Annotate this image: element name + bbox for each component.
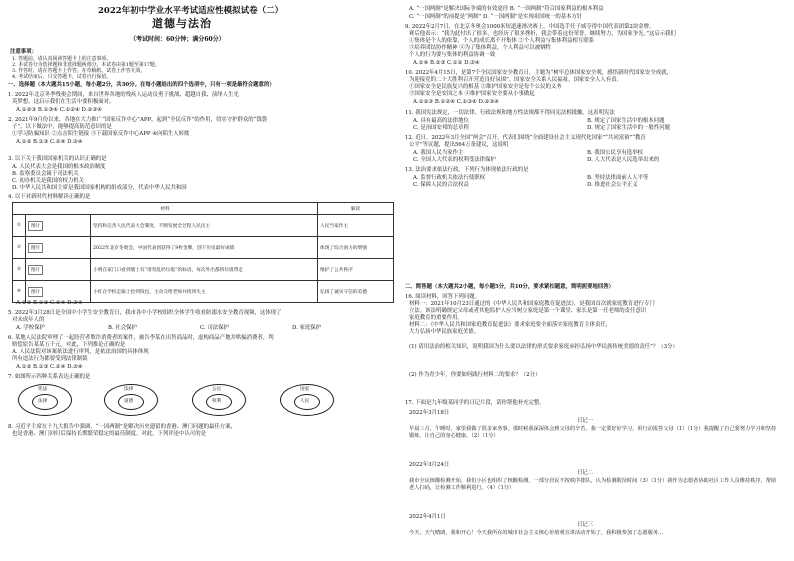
left-page: 2022年初中学业水平考试适应性模拟试卷（二） 道德与法治 （考试时间：60分钟；满分60分） 注意事项： 1. 答题前，请认真阅读答题卡上的注意事项。 2. 本试卷分为选择题和非选择题两部分，本试卷由第1题至第17题。 3. 作答时，请在答题卡上作答。在草稿纸、试卷上作答无效。 4. 考试结束后，只交答题卡，试卷自行保留。 一、选择题（本大题共15小题，每小题2分，共30分。在每小题给出的四个选项中，只有一项是最符合题意的） 1. 2022年北京冬季残奥会期间，来自世界各地的残疾人运动员勇于挑战、超越自我、演绎人生光 英梦想。这启示我们在生活中要积极面对。 A.①②③ B.①③④ C.①②④ D.②③④ 2. 2021年9月份以来，各地在大力推广“国家反诈中心”APP，起到“全民反诈”的作用，切实守护群众的“钱袋 子”。以下做法中，能够提高防范意识的是 ①学习防骗知识 ②点击陌生链接 ③下载国家反诈中心APP ④向陌生人转账 A.①② B.①③ C.②④ D.③④ 3. 以下关于我国国家机关的认识正确的是 A. 人民代表大会是我国的根本政治制度 B. 监察委员会属于司法机关 C. 初办机关是我国的权力机关 D. 中华人民共和国主席是我国国家机构的组成部分，代表中华人民共和国 4. 以下对新时代材料解读正确的是 材料 解读 ① 图片 坚持和完善人民代表大会制度，不断发展全过程人民民主 人民当家作主 ② 图片 2022年北京冬奥会，中国代表团获得了9枚金牌，创下历史最好成绩 体现了综合国力的增强 ③ 图片 小明在家门口看到墙上有“请勿乱扔垃圾”的标语，每次外出都将垃圾带走 维护了公共秩序 ④ 图片 小红在学校走廊上捡到钱包，主动交给老师并找到失主 弘扬了诚实守信的美德 A.①② B.①③ C.②④ D.③④ 5. 2022年3月28日是全国中小学生安全教育日，我市各中小学校组织全体学生收看防溺水安全教育视频，这体现了 对未成年人的 A. 学校保护 B. 社会保护 C. 司法保护 D. 家庭保护 6. 某地人民法院审理了一起经营者欺诈消费者的案件，被告李某在出售商品时，虚构商品产地并哄骗消费者，判 赔偿原告某某五千元。对此，下列推论正确的是 A. 人民法院对该案依法进行审判，是依法治国的具体体现 所有违法行为都要受到法律制裁 A.①② B.①③ C.②④ D.③④ 7. 如图所示四种关系表达正确的是 宪法 法律 法律 道德 公民 权利 国家 人民 8. 习近平主席在十九大报告中强调，“一国两制”是解决历史遗留的香港、澳门问题的最佳方案， 也是香港、澳门回归后保持长期繁荣稳定的最佳制度。对此，下列评论中认可的是 [0,0,397,561]
q9-line: 9. 2022年2月7日，在北京冬奥会1000米短道速滑决赛上，中国选手任子威夺得中国代表团第2块金牌。 [405,24,655,30]
q10-line: ③国家安全是安国之本 ④维护国家安全要从小事做起 [409,91,535,97]
q9-options: A.①④ B.②③ C.①② D.③④ [413,60,480,66]
q6-line: 所有违法行为都要受到法律制裁 [12,356,88,362]
q5-option-a: A. 学校保护 [16,325,45,331]
q16-line: 大力弘扬中华民族家庭美德。 [409,329,480,335]
q11-option-c: C. 是治国安邦的总章程 [413,125,469,131]
diary-title: 日记二 [577,470,594,476]
q8-options-row-2: C. “一国两制”的前提是“两制” D. “一国两制”是实现祖国统一的基本方针 [409,14,583,20]
table-header-reading: 解读 [318,203,394,215]
table-cell-reading: 维护了公共秩序 [318,259,394,281]
q3-line: 3. 以下关于我国国家机关的认识正确的是 [8,156,107,162]
table-row: ① 图片 坚持和完善人民代表大会制度，不断发展全过程人民民主 人民当家作主 [13,215,394,237]
q10-options: A.①②③ B.①②④ C.①③④ D.②③④ [413,99,499,105]
q13-option-d: D. 推进社会公平正义 [587,182,638,188]
diary-text: 早晨三月，午睡时，家里我做了很多家务事。那时候我深深体会到父母的辛苦，我一定要好好学习，用行动报答父母（1）（1分）我提醒了自己要努力学习和坚持锻炼，让自己的身心健康。（2）（1分） [409,426,777,439]
section1-heading: 一、选择题（本大题共15小题，每小题2分，共30分。在每小题给出的四个选项中，只有一项是最符合题意的） [8,82,275,88]
exam-title: 2022年初中学业水平考试适应性模拟试卷（二） [98,6,284,16]
q12-option-d: D. 人大代表是人民选举出来的 [587,157,660,163]
table-cell-material: 小明在家门口看到墙上有“请勿乱扔垃圾”的标语，每次外出都将垃圾带走 [91,259,318,281]
q6-line: 6. 某地人民法院审理了一起经营者欺诈消费者的案件，被告李某在出售商品时，虚构商品产地并哄骗消费者，判 [8,335,274,341]
q11-option-a: A. 具有最高的法律地位 [413,118,469,124]
diary-text: 今天，天气晴朗，我和开心！今天我所在的城市社会主义核心价值观宣讲活动开始了，我积极参加了志愿服务… [409,530,664,536]
q2-options: A.①② B.①③ C.②④ D.③④ [16,139,83,145]
subject-title: 道德与法治 [152,17,212,30]
diary-text: 我市全民核酸检测开始，我们小区也组织了核酸检测，一部分居民不按秩序排队，认为检测耽误时间（3）（1分）我作为志愿者协助社区工作人员维持秩序，帮助老人扫码，让检测工作顺利进行。（4）（1分） [409,478,777,491]
right-page [397,0,794,561]
q1-line: 1. 2022年北京冬季残奥会期间，来自世界各地的残疾人运动员勇于挑战、超越自我、演绎人生光 [8,92,239,98]
q11-option-d: D. 规定了国家生活中的一般性问题 [587,125,671,131]
q13-line: 13. 法治要求依法行政。下列行为体现依法行政的是 [405,167,529,173]
table-row: ③ 图片 小明在家门口看到墙上有“请勿乱扔垃圾”的标语，每次外出都将垃圾带走 维护了公共秩序 [13,259,394,281]
q17-line: 17. 下面是九年级某同学的日记片段，请你帮他补充完整。 [405,400,545,406]
table-cell-material: 2022年北京冬奥会，中国代表团获得了9枚金牌，创下历史最好成绩 [91,237,318,259]
q2-line: 子”。以下做法中，能够提高防范意识的是 [12,124,112,130]
q2-line: 2. 2021年9月份以来，各地在大力推广“国家反诈中心”APP，起到“全民反诈”的作用，切实守护群众的“钱袋 [8,117,268,123]
q11-option-b: B. 规定了国家生活中的根本问题 [587,118,665,124]
table-cell-reading: 人民当家作主 [318,215,394,237]
q2-line: ①学习防骗知识 ②点击陌生链接 ③下载国家反诈中心APP ④向陌生人转账 [12,131,190,137]
q8-options-row-1: A. “一国两制”是解决国际争端的有效途径 B. “一国两制”符合国家利益的根本利益 [409,6,604,12]
table-cell-material: 小红在学校走廊上捡到钱包，主动交给老师并找到失主 [91,281,318,303]
diary-date: 2022年3月24日 [409,462,450,468]
q6-options: A.①② B.①③ C.②④ D.③④ [16,364,83,370]
q7-line: 7. 如图所示四种关系表达正确的是 [8,374,91,380]
q10-line: 为迎接党的二十大胜利召开营造良好氛围”。国家安全关系人民福祉，国家安全人人有责。 [409,77,622,83]
note-4: 4. 考试结束后，只交答题卡，试卷自行保留。 [12,74,112,80]
table-row: ④ 图片 小红在学校走廊上捡到钱包，主动交给老师并找到失主 弘扬了诚实守信的美德 [13,281,394,303]
diary-title: 日记三 [577,522,594,528]
exam-info: （考试时间：60分钟；满分60分） [130,36,225,43]
q16-line: 立法。该法明确规定父母或者其他监护人应当树立家庭是第一个课堂、家长是第一任老师的责任意识 [409,308,647,314]
diary-date: 2022年3月18日 [409,410,450,416]
q13-option-b: B. 坚持法律面前人人平等 [587,175,649,181]
note-3: 3. 作答时，请在答题卡上作答。在草稿纸、试卷上作答无效。 [12,68,146,74]
q5-line: 对未成年人的 [12,317,45,323]
table-header-material: 材料 [13,203,318,215]
q12-line: 公平”等议题，提出564万条建议，这说明 [409,142,509,148]
q16-ask-2: (2) 作为青少年，你要如何践行材料二的要求？（2分） [409,372,541,378]
q5-line: 5. 2022年3月28日是全国中小学生安全教育日，我市各中小学校组织全体学生收看防溺水安全教育视频，这体现了 [8,310,282,316]
q5-option-c: C. 司法保护 [200,325,229,331]
notes-heading: 注意事项： [10,49,37,55]
table-row: ② 图片 2022年北京冬奥会，中国代表团获得了9枚金牌，创下历史最好成绩 体现了综合国力的增强 [13,237,394,259]
q10-line: 10. 2022年4月15日，是第7个全民国家安全教育日，主题为“树牢总体国家安全观，感悟新时代国家安全成就， [405,70,672,76]
q3-option-c: C. 初办机关是我国的权力机关 [12,178,85,184]
q8-line: 8. 习近平主席在十九大报告中强调，“一国两制”是解决历史遗留的香港、澳门问题的最佳方案， [8,424,236,430]
image-placeholder: 图片 [28,265,43,275]
diary-date: 2022年4月1日 [409,514,446,520]
image-placeholder: 图片 [28,243,43,253]
table-cell-reading: 体现了综合国力的增强 [318,237,394,259]
q12-option-c: C. 全国人大代表的权利受法律保护 [413,157,496,163]
q9-line: ①集体是个人的依靠，个人的成长离不开集体 ②个人利益与集体利益相互联系 [409,38,594,44]
q16-line: 材料二：《中华人民共和国家庭教育促进法》要求家庭要全面落实家庭教育主体责任， [409,322,612,328]
q12-option-a: A. 我国人民当家作主 [413,150,464,156]
q4-line: 4. 以下对新时代材料解读正确的是 [8,194,91,200]
note-2: 2. 本试卷分为选择题和非选择题两部分，本试卷由第1题至第17题。 [12,62,160,68]
q9-line: 个人的行为要与集体的利益协调一致 [409,52,496,58]
q9-line: 赛后他表示：“我为此付出了很多，也经历了很多挫折，我会带着这份荣誉，继续努力，为国家争光。”这启示我们 [409,31,676,37]
q5-option-b: B. 社会保护 [108,325,137,331]
q5-option-d: D. 家庭保护 [292,325,322,331]
q16-line: 家庭教育的重要作用。 [409,315,463,321]
q10-line: ①国家安全是民族复兴的根基 ②维护国家安全是每个公民的义务 [409,84,562,90]
q9-line: ③培养团结协作精神 ④为了集体利益，个人利益可以被牺牲 [409,45,551,51]
q12-option-b: B. 我国公民享有选举权 [587,150,643,156]
q4-table [12,202,394,303]
q16-line: 16. 阅读材料，回答下列问题。 [405,294,480,300]
q6-line: A. 人民法院对该案依法进行审判，是依法治国的具体体现 [12,349,149,355]
image-placeholder: 图片 [28,287,43,297]
note-1: 1. 答题前，请认真阅读答题卡上的注意事项。 [12,56,112,62]
q11-line: 11. 我国宪法规定，一切法律、行政法规和地方性法规都不得同宪法相抵触。这表明宪法 [405,110,615,116]
q16-ask-1: (1) 请用法治的相关知识，说明我国为什么要以法律的形式要求家庭承担弘扬中华民族传统美德的责任”？（3分） [409,344,678,350]
section2-heading: 二、简答题（本大题共2小题，每小题5分，共10分，要求紧扣题意，简明扼要地回答） [405,284,615,290]
image-placeholder: 图片 [28,221,43,231]
table-cell-material: 坚持和完善人民代表大会制度，不断发展全过程人民民主 [91,215,318,237]
q16-line: 材料一：2021年10月23日通过的《中华人民共和国家庭教育促进法》，是我国首次就家庭教育进行专门 [409,301,655,307]
q3-option-a: A. 人民代表大会是我国的根本政治制度 [12,164,106,170]
q13-option-c: C. 保障人民的合法权益 [413,182,469,188]
q3-option-b: B. 监察委员会属于司法机关 [12,171,79,177]
q1-options: A.①②③ B.①③④ C.①②④ D.②③④ [16,107,102,113]
q3-option-d: D. 中华人民共和国主席是我国国家机构的组成部分，代表中华人民共和国 [12,185,187,191]
q8-line: 也是香港、澳门回归后保持长期繁荣稳定的最佳制度。对此，下列评论中认可的是 [12,431,207,437]
q12-line: 12. 近日，2022年3月全国“两会”召开，代表们围绕“全面建设社会主义现代化国家”“共同富裕”“教育 [405,135,646,141]
table-cell-reading: 弘扬了诚实守信的美德 [318,281,394,303]
q6-line: 赔偿原告某某五千元。对此，下列推论正确的是 [12,342,126,348]
q1-line: 英梦想。这启示我们在生活中要积极面对。 [12,99,115,105]
diary-title: 日记一 [577,418,594,424]
q4-options: A.①② B.①③ C.②④ D.③④ [16,300,83,306]
q13-option-a: A. 监督行政机关依法行使职权 [413,175,486,181]
